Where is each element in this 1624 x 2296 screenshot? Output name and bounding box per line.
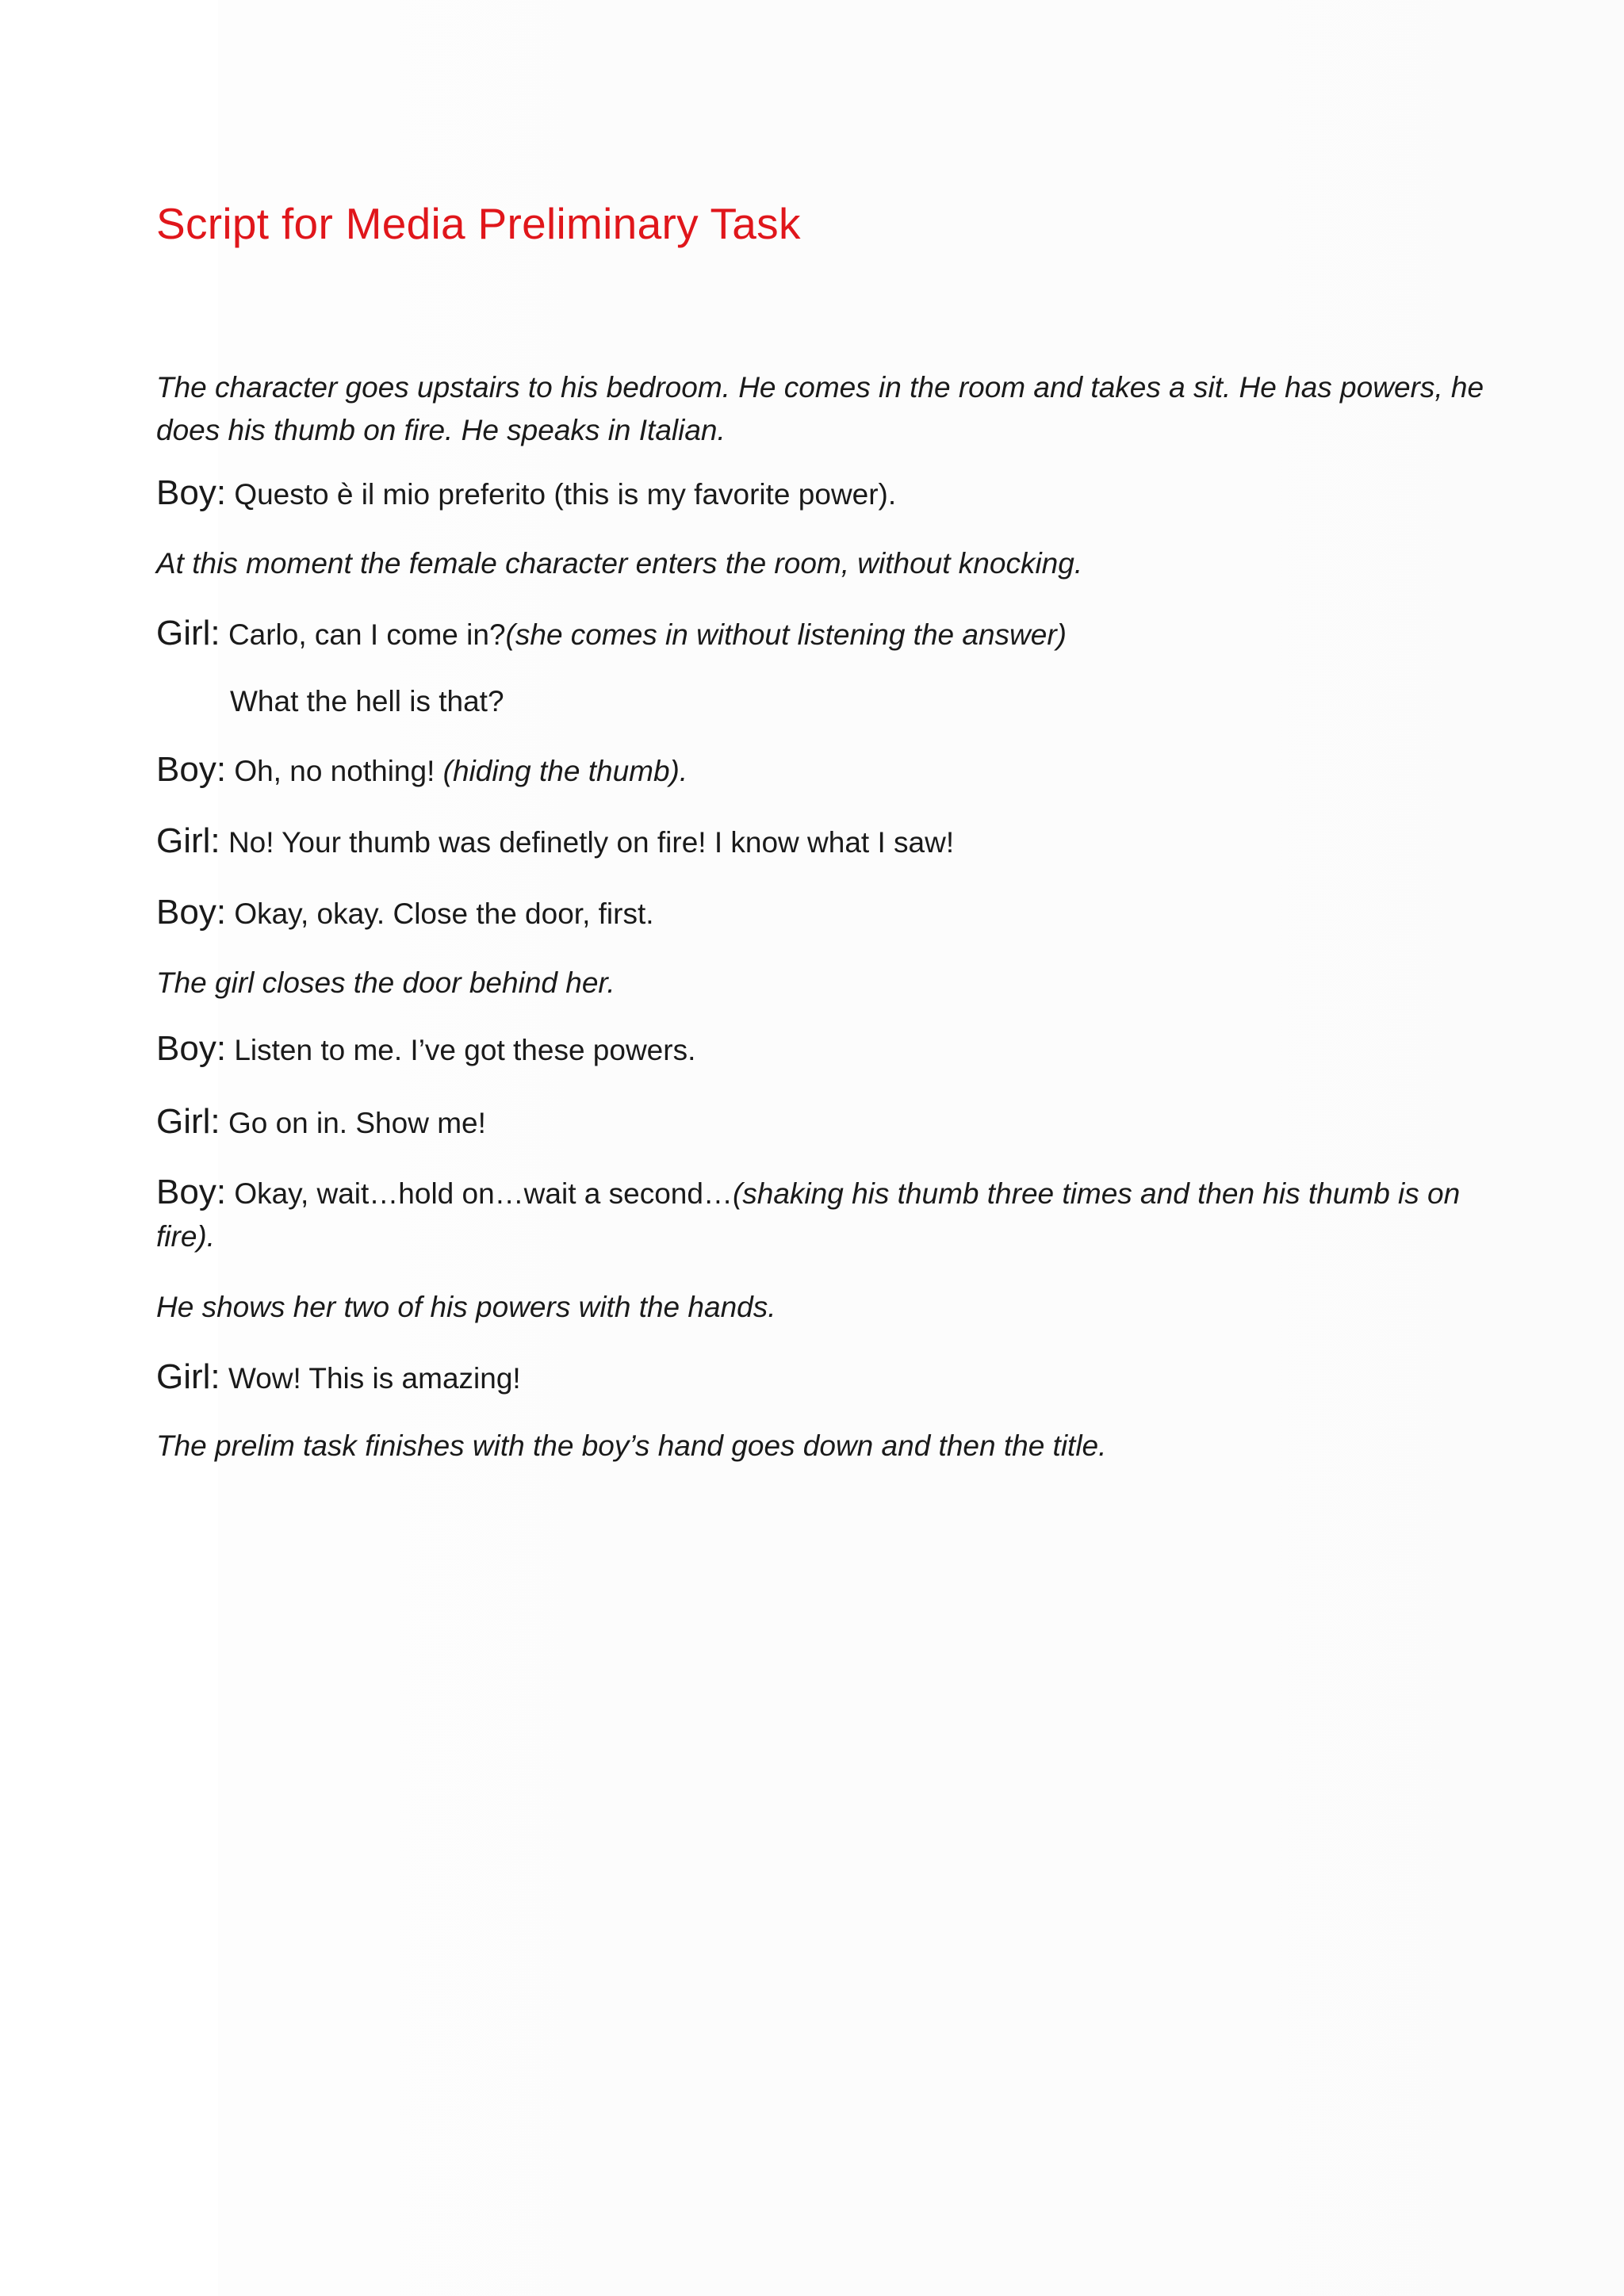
speaker-label: Girl: — [156, 1102, 220, 1141]
speaker-label: Girl: — [156, 614, 220, 652]
speaker-label: Boy: — [156, 473, 227, 512]
dialogue-line — [156, 748, 1488, 793]
speaker-label: Girl: — [156, 821, 220, 860]
dialogue-text: Go on in. Show me! — [228, 1107, 486, 1139]
dialogue-text: Wow! This is amazing! — [228, 1362, 521, 1395]
dialogue-text: Listen to me. I’ve got these powers. — [234, 1034, 696, 1066]
dialogue-text: Okay, wait…hold on…wait a second… — [234, 1177, 733, 1210]
dialogue-aside: (shaking his thumb three times and then his thumb is on fire). — [156, 1177, 1461, 1253]
dialogue-line — [156, 1356, 1488, 1400]
dialogue-line — [156, 472, 1488, 516]
dialogue-text: Carlo, can I come in? — [228, 618, 506, 651]
stage-direction: He shows her two of his powers with the hands. — [156, 1291, 776, 1323]
dialogue-line — [156, 820, 1488, 864]
speaker-label: Girl: — [156, 1357, 220, 1396]
stage-direction: The character goes upstairs to his bedroom. He comes in the room and takes a sit. He has powers, he does his thumb on fire. He speaks in Italian. — [156, 371, 1484, 446]
speaker-label: Boy: — [156, 893, 227, 932]
stage-direction: The girl closes the door behind her. — [156, 966, 615, 999]
dialogue-line — [156, 612, 1488, 656]
stage-direction: The prelim task finishes with the boy’s hand goes down and then the title. — [156, 1429, 1107, 1462]
dialogue-text: Okay, okay. Close the door, first. — [234, 897, 654, 930]
dialogue-text: Questo è il mio preferito (this is my favorite power). — [234, 478, 897, 511]
dialogue-aside: (hiding the thumb). — [442, 755, 688, 787]
dialogue-text: Oh, no nothing! — [234, 755, 443, 787]
dialogue-line — [156, 1100, 1488, 1145]
dialogue-text: No! Your thumb was definetly on fire! I know what I saw! — [228, 826, 955, 859]
dialogue-line — [156, 891, 1488, 936]
dialogue-aside: (she comes in without listening the answer) — [505, 618, 1067, 651]
dialogue-continuation: What the hell is that? — [230, 685, 504, 718]
speaker-label: Boy: — [156, 750, 227, 789]
page-shade — [218, 0, 1624, 2296]
speaker-label: Boy: — [156, 1029, 227, 1068]
speaker-label: Boy: — [156, 1173, 227, 1211]
document-title: Script for Media Preliminary Task — [156, 199, 801, 248]
dialogue-line — [156, 1171, 1488, 1258]
stage-direction: At this moment the female character enters the room, without knocking. — [156, 547, 1083, 580]
dialogue-line — [156, 1027, 1488, 1072]
